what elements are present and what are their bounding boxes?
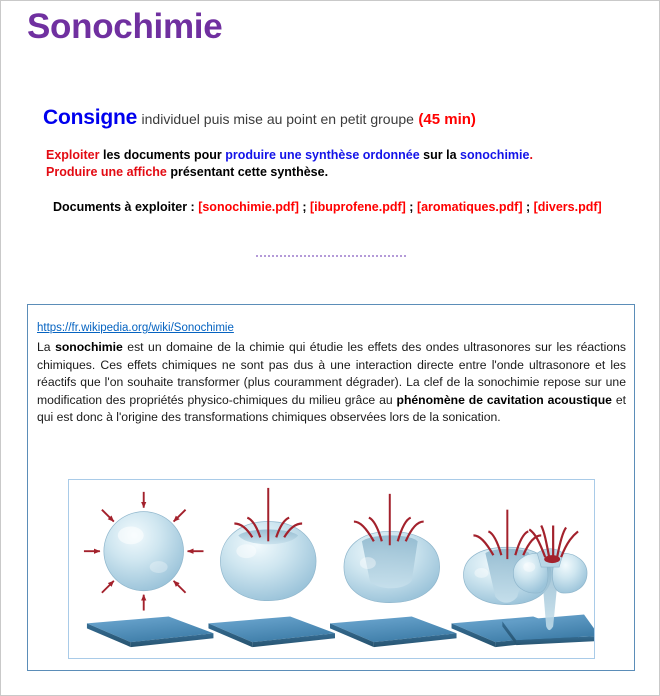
document-file-link[interactable]: [divers.pdf] [533, 200, 602, 214]
document-separator: ; [298, 200, 310, 214]
instructions-block [46, 147, 533, 181]
instruction-segment: présentant cette synthèse. [170, 165, 329, 179]
cavitation-figure [68, 479, 595, 659]
stage-1-highlight [118, 526, 144, 544]
stage-1-bubble [104, 512, 184, 591]
documents-line [53, 200, 602, 214]
paragraph-part-2: est un domaine de la chimie qui étudie les effets des ondes ultrasonores sur les réactions chimiques. Ces effets chimiques ne sont pas dus à une interaction directe entre l'onde ultrasonore et les réactifs que l'on souhaite transformer (plus couramment dégrader). La clef de la sonochimie repose sur une modification des propriétés physico-chimiques du milieu grâce au [37, 340, 626, 407]
consigne-subtitle: individuel puis mise au point en petit groupe [141, 111, 414, 127]
paragraph-bold-2: phénomène de cavitation acoustique [396, 392, 612, 407]
document-file-link[interactable]: [ibuprofene.pdf] [310, 200, 406, 214]
document-separator: ; [522, 200, 534, 214]
document-file-link[interactable]: [aromatiques.pdf] [416, 200, 523, 214]
paragraph-bold-1: sonochimie [55, 340, 123, 354]
document-separator: ; [405, 200, 417, 214]
instruction-segment: Exploiter [46, 148, 103, 162]
paragraph-part-1: La [37, 340, 56, 354]
documents-label: Documents à exploiter : [53, 200, 195, 214]
consigne-duration: (45 min) [418, 111, 476, 128]
paragraph-part-3: et qui est donc à l'origine des transformations chimiques observées lors de la sonication. [37, 392, 626, 425]
instruction-segment: Produire une affiche [46, 165, 171, 179]
instruction-segment: produire une synthèse ordonnée [225, 148, 424, 162]
source-paragraph [37, 339, 626, 427]
instruction-segment: . [529, 148, 533, 162]
instruction-line-1 [46, 147, 533, 164]
document-file-link[interactable]: [sonochimie.pdf] [198, 200, 299, 214]
consigne-heading: Consigne [43, 106, 138, 129]
cavitation-diagram-svg [69, 480, 594, 658]
source-content-box [27, 304, 635, 671]
instruction-segment: sur la [423, 148, 460, 162]
consigne-heading-row [43, 106, 476, 130]
documents-list [198, 200, 601, 214]
instruction-line-2 [46, 164, 533, 181]
instruction-segment: les documents pour [102, 148, 226, 162]
page-title: Sonochimie [27, 7, 223, 46]
instruction-segment: sonochimie [460, 148, 530, 162]
stage-1-highlight-2 [150, 561, 168, 573]
section-divider [256, 255, 406, 257]
source-url-link[interactable]: https://fr.wikipedia.org/wiki/Sonochimie [37, 322, 234, 334]
